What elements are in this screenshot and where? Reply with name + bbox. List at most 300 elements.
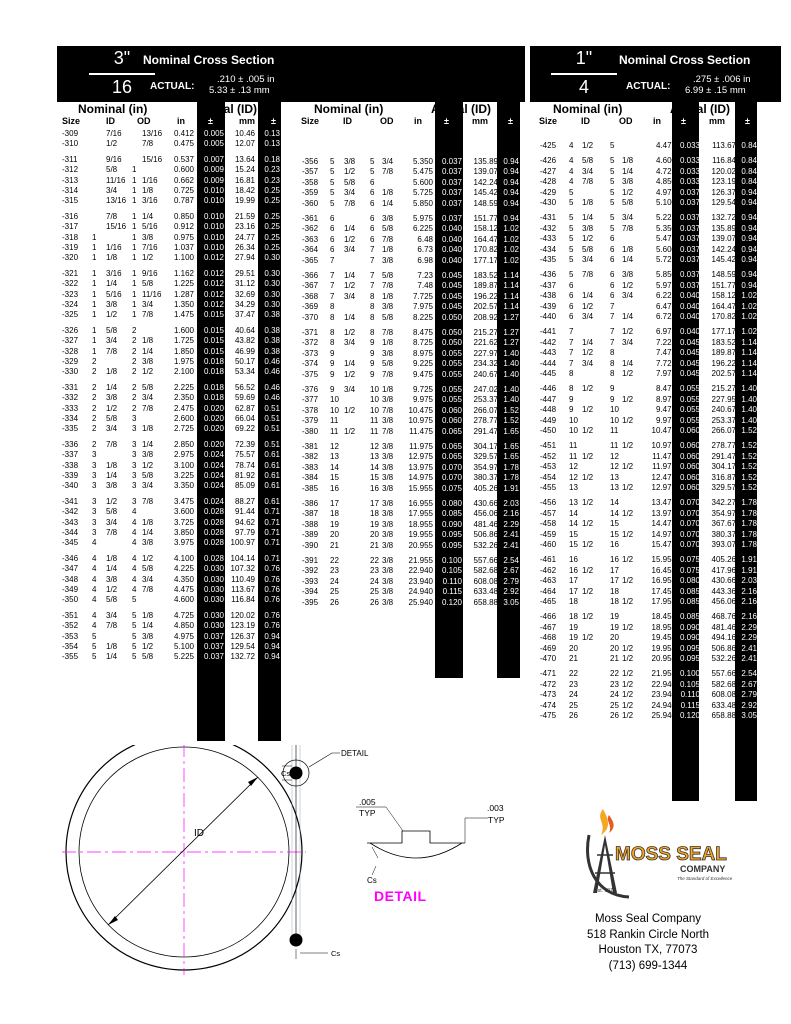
- cell-od-whole: 18: [610, 597, 619, 606]
- cell-size: -326: [62, 325, 79, 335]
- cell-od-frac: 1/8: [382, 338, 394, 348]
- cell-actual-in: 16.955: [408, 499, 433, 508]
- cell-tol-mm: 1.02: [503, 234, 519, 244]
- cell-tol-in: 0.037: [441, 214, 462, 223]
- cell-tol-in: 0.037: [679, 198, 700, 207]
- cell-actual-mm: 405.26: [711, 555, 736, 565]
- cell-tol-in: 0.060: [679, 426, 700, 435]
- cell-od-frac: 1/8: [142, 610, 154, 620]
- cell-size: -345: [62, 538, 79, 548]
- cell-od-whole: 3: [132, 496, 137, 506]
- cell-actual-in: 20.955: [408, 540, 433, 550]
- cell-actual-in: 3.225: [173, 471, 194, 480]
- cell-actual-mm: 40.64: [234, 325, 255, 335]
- cell-tol-in: 0.080: [679, 576, 700, 586]
- cell-od-whole: 6: [370, 234, 375, 244]
- cell-od-whole: 10: [610, 405, 619, 415]
- cell-od-whole: 10: [370, 395, 379, 405]
- cell-tol-mm: 0.30: [264, 289, 280, 299]
- cell-tol-in: 0.055: [441, 369, 462, 379]
- cell-tol-in: 0.010: [203, 186, 224, 195]
- cell-size: -357: [302, 167, 319, 177]
- cell-id-frac: 1/2: [582, 301, 594, 311]
- cross-section-top: [290, 767, 303, 780]
- cell-actual-mm: 50.17: [234, 357, 255, 366]
- cell-actual-mm: 12.07: [234, 139, 255, 149]
- cell-actual-in: 0.787: [173, 196, 194, 206]
- cell-id-frac: 1/2: [582, 472, 594, 482]
- cell-od-frac: 1/8: [142, 186, 154, 195]
- cell-tol-in: 0.028: [203, 553, 224, 563]
- cell-tol-in: 0.060: [441, 416, 462, 426]
- cell-id-whole: 7: [330, 271, 335, 280]
- cell-tol-in: 0.018: [203, 382, 224, 392]
- cell-id-frac: 15/16: [106, 222, 127, 232]
- cell-actual-mm: 129.54: [711, 198, 736, 207]
- cell-actual-in: 8.475: [655, 384, 676, 394]
- cell-id-whole: 3: [92, 481, 97, 491]
- cell-tol-in: 0.045: [679, 348, 700, 358]
- cell-id-whole: 3: [92, 496, 97, 506]
- cell-tol-mm: 1.52: [503, 405, 519, 415]
- fraction-denominator: 4: [578, 77, 589, 97]
- cell-actual-in: 1.975: [173, 357, 194, 366]
- cell-id-whole: 10: [330, 395, 339, 405]
- cell-od-frac: 1/2: [622, 597, 634, 606]
- cell-od-whole: 6: [610, 270, 615, 280]
- cell-id-whole: 6: [569, 312, 574, 321]
- cell-tol-in: 0.040: [679, 291, 700, 301]
- cell-od-whole: 5: [132, 621, 137, 631]
- cell-tol-mm: 0.30: [264, 268, 280, 278]
- cell-tol-in: 0.005: [203, 139, 224, 149]
- cell-size: -448: [540, 405, 557, 415]
- cell-id-frac: 1/2: [106, 139, 118, 149]
- cell-id-whole: 6: [330, 224, 335, 234]
- cell-od-frac: 1/4: [622, 312, 634, 321]
- cell-od-whole: 21: [370, 540, 379, 550]
- cell-tol-in: 0.018: [203, 357, 224, 366]
- cell-size: -379: [302, 416, 319, 426]
- cell-od-frac: 1/2: [622, 711, 634, 720]
- cell-actual-in: 9.475: [655, 405, 676, 415]
- cell-size: -324: [62, 300, 79, 309]
- cell-id-frac: 7/8: [106, 346, 118, 356]
- cell-od-whole: 16: [370, 483, 379, 493]
- cell-actual-mm: 342.27: [711, 498, 736, 508]
- cell-actual-in: 8.475: [412, 328, 433, 337]
- cell-od-frac: 1/2: [142, 553, 154, 563]
- cell-size: -356: [302, 157, 319, 166]
- actual-values: [685, 74, 751, 96]
- cell-od-whole: 9: [610, 384, 615, 394]
- cell-od-frac: 11/16: [142, 289, 162, 299]
- cell-id-frac: 1/4: [106, 382, 118, 392]
- cell-od-whole: 17: [370, 499, 379, 508]
- cell-actual-mm: 24.77: [234, 232, 255, 242]
- cell-od-whole: 17: [610, 576, 619, 586]
- dim-leader: [386, 807, 403, 831]
- cell-id-whole: 9: [330, 369, 335, 379]
- cell-actual-mm: 113.67: [712, 141, 736, 150]
- cell-od-frac: 7/8: [622, 223, 634, 233]
- cell-size: -361: [302, 214, 319, 223]
- cell-id-whole: 4: [92, 574, 97, 584]
- cell-od-whole: 4: [132, 553, 137, 563]
- dim-005: .005: [359, 797, 376, 807]
- cell-od-whole: 4: [132, 574, 137, 584]
- cell-id-frac: 1/2: [582, 426, 594, 435]
- cell-tol-in: 0.024: [203, 496, 224, 506]
- cell-size: -378: [302, 405, 319, 415]
- cell-tol-in: 0.060: [679, 441, 700, 451]
- cell-id-whole: 20: [330, 530, 339, 540]
- cell-tol-mm: 2.79: [503, 576, 519, 586]
- cell-actual-mm: 123.19: [230, 621, 255, 631]
- cell-tol-mm: 0.84: [741, 156, 757, 166]
- cell-size: -428: [540, 177, 557, 187]
- cell-id-whole: 11: [569, 451, 578, 461]
- cell-actual-mm: 151.77: [711, 280, 736, 290]
- cell-od-frac: 3/8: [382, 530, 394, 540]
- cell-tol-in: 0.110: [442, 576, 462, 586]
- cell-id-whole: 5: [569, 198, 574, 207]
- cell-tol-mm: 0.25: [264, 222, 280, 232]
- cell-id-frac: 1/2: [582, 384, 594, 394]
- cell-tol-mm: 0.25: [264, 243, 280, 252]
- cell-tol-in: 0.060: [679, 462, 700, 472]
- cell-id-whole: 18: [330, 509, 339, 519]
- cell-id-whole: 6: [330, 234, 335, 244]
- cell-od-whole: 1: [132, 300, 137, 309]
- cell-actual-mm: 85.09: [234, 481, 255, 491]
- cell-od-whole: 22: [610, 669, 619, 679]
- cell-tol-mm: 2.92: [741, 700, 757, 710]
- cell-id-whole: 11: [330, 416, 339, 426]
- cell-tol-mm: 1.91: [741, 565, 757, 575]
- cell-tol-mm: 1.78: [741, 540, 757, 549]
- cell-tol-in: 0.015: [203, 346, 224, 356]
- cell-actual-mm: 145.42: [711, 255, 736, 264]
- cell-od-whole: 9: [370, 338, 375, 348]
- cell-id-frac: 1/8: [106, 367, 118, 377]
- cell-od-frac: 3/16: [142, 196, 158, 206]
- cell-size: -433: [540, 234, 557, 244]
- cross-section-bottom: [290, 934, 303, 947]
- cell-actual-mm: 142.24: [473, 177, 498, 187]
- cell-actual-mm: 494.16: [711, 633, 736, 643]
- cell-actual-mm: 107.32: [230, 564, 255, 574]
- cell-tol-in: 0.050: [441, 312, 462, 322]
- cell-tol-in: 0.070: [679, 529, 700, 539]
- cell-tol-in: 0.040: [441, 245, 462, 255]
- cell-actual-in: 20.955: [651, 654, 676, 663]
- cell-id-whole: 19: [569, 633, 578, 643]
- cell-id-whole: 19: [330, 519, 339, 529]
- cell-size: -328: [62, 346, 79, 356]
- cell-od-frac: 3/8: [622, 270, 634, 280]
- cell-tol-mm: 0.76: [264, 595, 280, 605]
- cell-actual-mm: 46.99: [234, 346, 255, 356]
- cell-tol-mm: 1.78: [741, 508, 757, 518]
- cell-size: -386: [302, 499, 319, 508]
- cell-tol-in: 0.018: [203, 393, 224, 403]
- cell-od-frac: 1/2: [622, 555, 634, 565]
- cell-id-frac: 1/8: [106, 253, 118, 263]
- cell-size: -453: [540, 462, 557, 472]
- cell-id-frac: 1/2: [106, 310, 118, 320]
- cell-od-frac: 5/8: [382, 224, 394, 234]
- cell-tol-in: 0.037: [441, 177, 462, 187]
- cell-size: -313: [62, 175, 79, 185]
- cell-od-frac: 7/8: [142, 403, 154, 413]
- cell-size: -353: [62, 631, 79, 641]
- cell-id-frac: 1/2: [582, 612, 594, 622]
- cell-tol-mm: 0.94: [741, 255, 757, 264]
- cell-tol-in: 0.015: [203, 310, 224, 320]
- cell-size: -467: [540, 622, 557, 632]
- cell-tol-mm: 2.54: [741, 669, 757, 679]
- cell-tol-mm: 2.41: [503, 540, 519, 550]
- cell-tol-in: 0.095: [441, 540, 462, 550]
- cell-actual-in: 9.725: [412, 385, 433, 394]
- cell-id-whole: 5: [330, 177, 335, 187]
- cell-actual-in: 5.600: [655, 244, 676, 254]
- cell-tol-mm: 1.91: [503, 483, 519, 493]
- cell-od-frac: 3/8: [142, 631, 154, 641]
- cell-od-whole: 5: [370, 167, 375, 177]
- mm-header: mm: [709, 116, 726, 126]
- cell-od-frac: 1/4: [142, 439, 154, 449]
- cell-size: -471: [540, 669, 557, 679]
- cell-od-whole: 4: [132, 585, 137, 594]
- cell-id-frac: 5/8: [344, 177, 356, 187]
- nominal-header: Nominal (in): [553, 102, 623, 116]
- cell-actual-mm: 145.42: [473, 188, 498, 198]
- cell-id-frac: 3/8: [344, 157, 356, 166]
- cell-size: -336: [62, 439, 79, 449]
- cell-size: -452: [540, 451, 557, 461]
- cell-actual-mm: 27.94: [234, 253, 255, 263]
- cell-id-frac: 1/4: [106, 471, 118, 480]
- cell-tol-mm: 0.94: [503, 198, 519, 208]
- cell-id-whole: 17: [330, 499, 339, 508]
- cell-id-whole: 2: [92, 367, 97, 377]
- cell-tol-in: 0.040: [679, 327, 700, 337]
- cell-actual-in: 3.350: [173, 481, 194, 491]
- cell-actual-in: 7.725: [412, 291, 433, 301]
- cell-tol-mm: 2.16: [741, 586, 757, 596]
- cell-size: -461: [540, 555, 557, 565]
- cell-tol-mm: 0.38: [264, 336, 280, 346]
- cell-id-whole: 6: [330, 214, 335, 223]
- cell-tol-mm: 1.52: [741, 462, 757, 472]
- cell-od-frac: 7/8: [382, 405, 394, 415]
- cell-actual-mm: 532.26: [473, 540, 498, 550]
- cell-id-whole: 19: [569, 622, 578, 632]
- cell-actual-in: 17.955: [651, 597, 676, 606]
- cell-id-whole: 2: [92, 414, 97, 423]
- cell-id-whole: 9: [569, 405, 574, 415]
- cell-actual-mm: 633.48: [473, 587, 498, 597]
- size-header: Size: [539, 116, 558, 126]
- cell-actual-mm: 120.02: [711, 166, 736, 176]
- cell-id-whole: 26: [330, 597, 339, 607]
- cell-id-frac: 1/2: [582, 405, 594, 415]
- cell-od-frac: 3/8: [142, 357, 154, 366]
- pm-header: ±: [681, 116, 686, 126]
- cell-od-frac: 1/2: [622, 280, 634, 290]
- cell-tol-in: 0.095: [441, 530, 462, 540]
- cell-tol-mm: 1.52: [741, 472, 757, 482]
- cell-od-frac: 1/8: [142, 336, 154, 346]
- cell-actual-in: 2.225: [173, 382, 194, 392]
- cell-od-frac: 5/8: [382, 359, 394, 369]
- cell-id-frac: 5/16: [106, 289, 122, 299]
- cell-actual-mm: 126.37: [230, 631, 255, 641]
- cell-actual-in: 16.455: [651, 565, 676, 575]
- cell-tol-mm: 1.65: [503, 452, 519, 462]
- cell-actual-in: 0.600: [173, 165, 194, 175]
- cell-tol-mm: 1.14: [503, 291, 519, 301]
- cell-actual-in: 4.475: [173, 585, 194, 594]
- cell-od-frac: 1/8: [142, 424, 154, 434]
- cell-actual-mm: 221.62: [473, 338, 498, 348]
- cell-size: -457: [540, 508, 557, 518]
- cell-od-frac: 7/8: [382, 281, 394, 291]
- cell-od-frac: 3/8: [382, 348, 394, 358]
- cell-tol-mm: 0.51: [264, 414, 280, 423]
- cell-id-frac: 3/4: [106, 336, 118, 346]
- cell-actual-in: 6.475: [655, 301, 676, 311]
- cell-actual-mm: 16.81: [234, 175, 255, 185]
- cell-actual-mm: 142.24: [711, 244, 736, 254]
- cell-tol-in: 0.055: [679, 405, 700, 415]
- cell-od-whole: 1: [132, 268, 137, 278]
- cell-tol-mm: 0.94: [741, 187, 757, 197]
- cell-size: -429: [540, 187, 557, 197]
- cell-od-whole: 1: [132, 243, 137, 252]
- cell-od-whole: 21: [610, 654, 619, 663]
- cell-od-frac: 1/2: [622, 622, 634, 632]
- cell-size: -340: [62, 481, 79, 491]
- cell-od-frac: 1/2: [622, 529, 634, 539]
- cell-size: -370: [302, 312, 319, 322]
- cell-tol-in: 0.024: [203, 481, 224, 491]
- cell-actual-mm: 278.77: [711, 441, 736, 451]
- id-header: ID: [581, 116, 590, 126]
- cell-id-whole: 5: [569, 234, 574, 244]
- cell-actual-mm: 183.52: [473, 271, 498, 280]
- od-header: OD: [380, 116, 394, 126]
- cell-actual-mm: 91.44: [234, 507, 255, 517]
- cell-tol-mm: 1.78: [503, 473, 519, 483]
- cell-id-frac: 1/2: [582, 498, 594, 508]
- cell-od-whole: 14: [370, 462, 379, 472]
- cell-od-whole: 10: [370, 405, 379, 415]
- cell-od-frac: 1/8: [382, 245, 394, 255]
- cell-actual-mm: 120.02: [230, 610, 255, 620]
- cell-id-frac: 1/4: [344, 224, 356, 234]
- cell-od-frac: 1/4: [622, 358, 634, 368]
- cell-tol-in: 0.105: [441, 566, 462, 576]
- cell-actual-in: 5.225: [655, 213, 676, 223]
- cell-actual-mm: 304.17: [473, 442, 498, 451]
- cell-size: -325: [62, 310, 79, 320]
- cell-actual-in: 1.350: [173, 300, 194, 309]
- cell-od-whole: 2: [132, 336, 137, 346]
- cell-tol-in: 0.040: [679, 301, 700, 311]
- cell-size: -425: [540, 141, 557, 150]
- cell-actual-mm: 32.69: [234, 289, 255, 299]
- cell-id-whole: 24: [569, 690, 578, 700]
- cell-actual-in: 0.662: [173, 175, 194, 185]
- company-address: [573, 912, 723, 974]
- cell-size: -318: [62, 232, 79, 242]
- cell-actual-in: 25.940: [408, 597, 433, 607]
- cell-od-whole: 6: [610, 291, 615, 301]
- cell-actual-mm: 43.82: [234, 336, 255, 346]
- cell-size: -380: [302, 426, 319, 436]
- cell-od-whole: 8: [370, 328, 375, 337]
- cell-size: -373: [302, 348, 319, 358]
- cell-od-frac: 1/2: [622, 643, 634, 653]
- cell-tol-mm: 1.27: [503, 328, 519, 337]
- cell-od-whole: 5: [132, 610, 137, 620]
- cell-od-whole: 6: [610, 255, 615, 264]
- cell-id-whole: 2: [92, 424, 97, 434]
- logo-est: est. 1972: [595, 888, 616, 894]
- cell-od-frac: 3/8: [622, 177, 634, 187]
- cell-actual-in: 2.850: [173, 439, 194, 449]
- fraction-bar: [89, 73, 155, 75]
- cell-id-whole: 3: [92, 507, 97, 517]
- cell-od-frac: 1/2: [622, 690, 634, 700]
- cell-od-whole: 8: [610, 358, 615, 368]
- cell-id-frac: 3/4: [344, 385, 356, 394]
- cell-tol-in: 0.045: [441, 281, 462, 291]
- cell-id-frac: 3/4: [106, 186, 118, 195]
- cell-size: -384: [302, 473, 319, 483]
- cell-tol-mm: 0.61: [264, 460, 280, 470]
- id-dimension-line: [108, 777, 258, 925]
- cell-actual-mm: 329.57: [473, 452, 498, 462]
- cell-id-frac: 7/8: [344, 198, 356, 208]
- cell-od-whole: 19: [610, 622, 619, 632]
- panel-title: Nominal Cross Section: [619, 53, 751, 67]
- cell-od-frac: 5/8: [382, 271, 394, 280]
- cell-actual-in: 3.475: [173, 496, 194, 506]
- cell-od-whole: 1: [132, 253, 137, 263]
- cell-id-whole: 14: [569, 519, 578, 529]
- cell-tol-mm: 2.41: [741, 654, 757, 663]
- cell-actual-mm: 177.17: [473, 255, 498, 265]
- cell-od-whole: 1: [132, 222, 137, 232]
- cell-od-frac: 1/2: [622, 576, 634, 586]
- cell-size: -474: [540, 700, 557, 710]
- cell-size: -475: [540, 711, 557, 720]
- cell-id-whole: 3: [92, 471, 97, 480]
- od-header: OD: [137, 116, 151, 126]
- cell-tol-in: 0.024: [203, 450, 224, 460]
- cell-tol-mm: 0.25: [264, 186, 280, 195]
- cell-od-whole: 7: [610, 301, 615, 311]
- o-ring-diagram: [60, 745, 530, 1015]
- cell-size: -311: [62, 154, 78, 164]
- cell-tol-in: 0.055: [441, 395, 462, 405]
- cell-od-frac: 1/4: [142, 621, 154, 631]
- cell-tol-mm: 1.78: [741, 519, 757, 529]
